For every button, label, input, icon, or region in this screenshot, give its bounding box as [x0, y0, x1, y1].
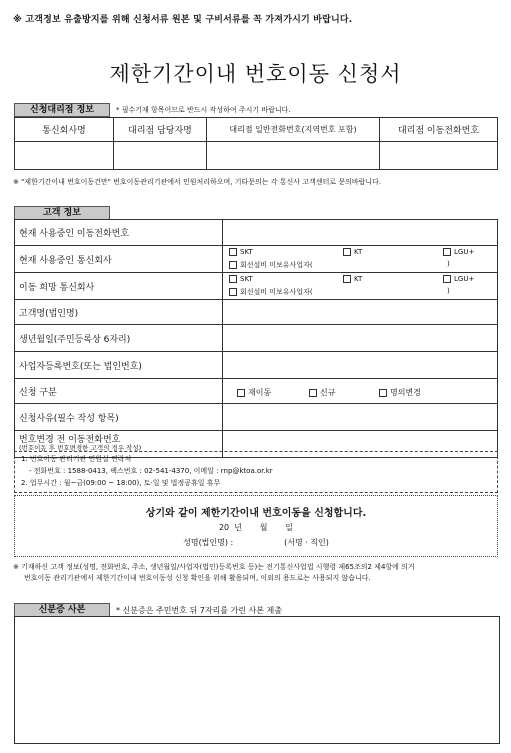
- row-apply-type-label: 신청 구분: [15, 379, 223, 404]
- current-carrier-options: SKT KT LGU+ 회선설비 미보유사업자( ): [223, 246, 498, 273]
- row-customer-name-label: 고객명(법인명): [15, 300, 223, 325]
- row-current-carrier-label: 현재 사용중인 통신회사: [15, 246, 223, 273]
- mid-notice: ※ "제한기간이내 번호이동건만" 번호이동관리기관에서 민원처리하오며, 기타문의는 각 통신사 고객센터로 문의바랍니다.: [13, 178, 382, 186]
- customer-name-input[interactable]: [223, 300, 498, 325]
- apply-type-options: [223, 379, 498, 404]
- apply-type-new[interactable]: 신규: [309, 387, 335, 398]
- declaration-date: 20 년 월 일: [218, 523, 294, 532]
- agency-table: [14, 117, 498, 170]
- checkbox-icon: [309, 389, 317, 397]
- customer-table: [14, 219, 498, 458]
- col-agent-name: 대리점 담당자명: [114, 118, 207, 142]
- target-carrier-lgu[interactable]: LGU+: [443, 275, 474, 283]
- col-agency-mobile: 대리점 이동전화번호: [380, 118, 498, 142]
- declaration-signature: 성명(법인명) : (서명 · 직인): [183, 538, 329, 547]
- contact-line-2: - 전화번호 : 1588-0413, 팩스번호 : 02-541-4370, 이메일 : rnp@ktoa.or.kr: [29, 467, 273, 475]
- top-notice: ※ 고객정보 유출방지를 위해 신청서류 원본 및 구비서류를 꼭 가져가시기 바랍니다.: [13, 15, 353, 25]
- checkbox-icon: [343, 248, 351, 256]
- current-number-input[interactable]: [223, 220, 498, 246]
- privacy-notice-1: ※ 기재하신 고객 정보(성명, 전화번호, 주소, 생년월일/사업자(법인)등록번호 등)는 전기통신사업법 시행령 제65조의2 제4항에 의거: [13, 563, 415, 571]
- target-carrier-skt[interactable]: SKT: [229, 275, 253, 283]
- checkbox-icon: [379, 389, 387, 397]
- business-number-input[interactable]: [223, 352, 498, 379]
- form-title: 제한기간이내 번호이동 신청서: [109, 62, 402, 86]
- agency-required-note: * 필수기재 항목이므로 반드시 작성하여 주시기 바랍니다.: [116, 106, 291, 114]
- current-carrier-skt[interactable]: SKT: [229, 248, 253, 256]
- checkbox-icon: [229, 248, 237, 256]
- privacy-notice-2: 번호이동 관리기관에서 제한기간이내 번호이동성 신청 확인을 위해 활용되며, 이외의 용도로는 사용되지 않습니다.: [24, 574, 371, 582]
- checkbox-icon: [229, 261, 237, 269]
- col-carrier-name: 통신회사명: [15, 118, 114, 142]
- checkbox-icon: [229, 275, 237, 283]
- agency-landline-input[interactable]: [207, 142, 380, 170]
- target-carrier-mvno[interactable]: 회선설비 미보유사업자(: [229, 287, 313, 297]
- col-agency-landline: 대리점 일반전화번호(지역번호 포함): [207, 118, 380, 142]
- id-copy-attachment-area[interactable]: [14, 616, 500, 744]
- birthdate-input[interactable]: [223, 325, 498, 352]
- contact-box: [14, 451, 498, 493]
- row-target-carrier-label: 이동 희망 통신회사: [15, 273, 223, 300]
- checkbox-icon: [229, 288, 237, 296]
- row-reason-label: 신청사유(필수 작성 항목): [15, 404, 223, 431]
- current-carrier-mvno[interactable]: 회선설비 미보유사업자(: [229, 260, 313, 270]
- apply-type-reapply[interactable]: 재이동: [237, 387, 271, 398]
- contact-line-3: 2. 업무시간 : 월~금(09:00 ~ 18:00), 토·일 및 법정공휴일 휴무: [21, 479, 221, 487]
- apply-type-name-change[interactable]: 명의변경: [379, 387, 421, 398]
- row-birthdate-label: 생년월일(주민등록상 6자리): [15, 325, 223, 352]
- current-carrier-kt[interactable]: KT: [343, 248, 362, 256]
- agency-section-label: 신청대리점 정보: [14, 103, 110, 117]
- agency-mobile-input[interactable]: [380, 142, 498, 170]
- reason-input[interactable]: [223, 404, 498, 431]
- target-carrier-options: SKT KT LGU+ 회선설비 미보유사업자( ): [223, 273, 498, 300]
- row-business-number-label: 사업자등록번호(또는 법인번호): [15, 352, 223, 379]
- row-prev-number-sub: (번호이동 후 번호변경한 고객의 경우 작성): [19, 444, 142, 453]
- declaration-box: [14, 495, 498, 557]
- agency-agent-input[interactable]: [114, 142, 207, 170]
- customer-section-label: 고객 정보: [14, 206, 110, 220]
- checkbox-icon: [237, 389, 245, 397]
- contact-line-1: 1. 번호이동 관리기관 민원실 연락처: [21, 455, 132, 463]
- row-current-number-label: 현재 사용중인 이동전화번호: [15, 220, 223, 246]
- current-carrier-lgu[interactable]: LGU+: [443, 248, 474, 256]
- agency-carrier-input[interactable]: [15, 142, 114, 170]
- declaration-statement: 상기와 같이 제한기간이내 번호이동을 신청합니다.: [145, 508, 367, 519]
- row-prev-number-label: 번호변경 전 이동전화번호 (번호이동 후 번호변경한 고객의 경우 작성): [15, 431, 223, 458]
- target-carrier-kt[interactable]: KT: [343, 275, 362, 283]
- id-copy-note: * 신분증은 주민번호 뒤 7자리를 가린 사본 제출: [116, 606, 282, 615]
- checkbox-icon: [443, 248, 451, 256]
- id-copy-section-label: 신분증 사본: [14, 603, 110, 617]
- checkbox-icon: [343, 275, 351, 283]
- checkbox-icon: [443, 275, 451, 283]
